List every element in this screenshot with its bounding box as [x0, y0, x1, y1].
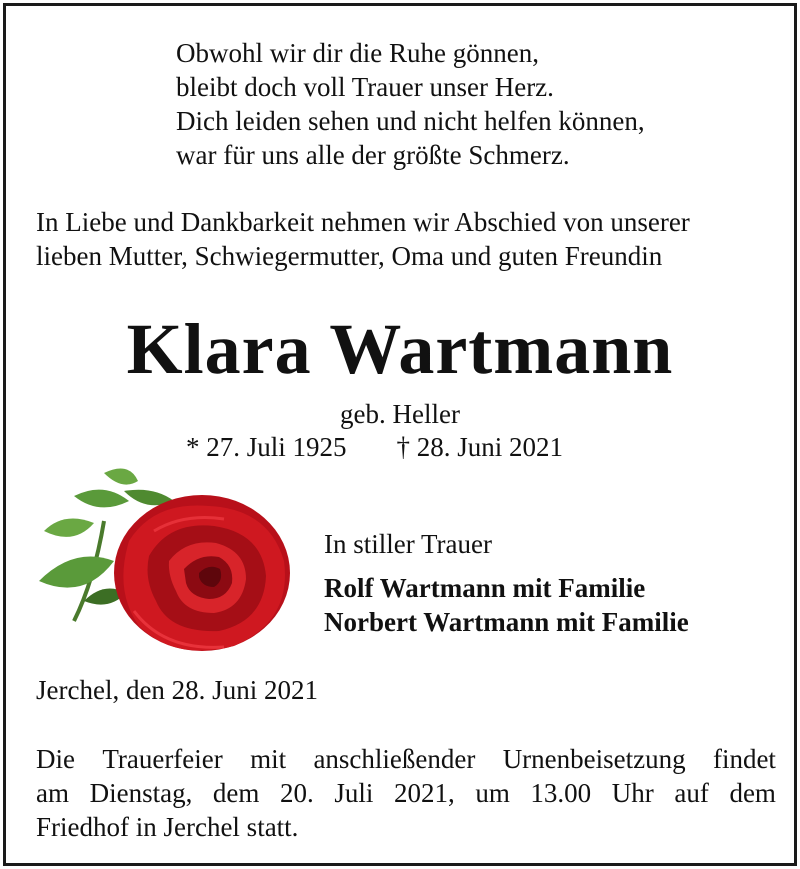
- mourner-family: Rolf Wartmann mit Familie: [324, 573, 646, 603]
- funeral-line: [36, 776, 776, 810]
- word: Uhr: [611, 778, 654, 808]
- birth-date: * 27. Juli 1925: [186, 432, 347, 462]
- leaf-icon: [44, 519, 94, 537]
- funeral-info: [36, 742, 776, 844]
- word: mit: [250, 744, 287, 774]
- obituary-notice: [3, 3, 797, 866]
- word: Dienstag,: [89, 778, 193, 808]
- leaf-icon: [104, 469, 138, 485]
- poem-line: Dich leiden sehen und nicht helfen können,: [176, 106, 645, 136]
- word: 13.00: [530, 778, 592, 808]
- word: auf: [674, 778, 709, 808]
- word: Die: [36, 744, 75, 774]
- word: anschließender: [313, 744, 476, 774]
- intro-line: In Liebe und Dankbarkeit nehmen wir Abschied von unserer: [36, 207, 690, 237]
- poem-line: bleibt doch voll Trauer unser Herz.: [176, 72, 554, 102]
- mourners-list: [324, 571, 689, 639]
- leaf-icon: [74, 490, 129, 508]
- life-dates: [186, 431, 563, 463]
- word: am: [36, 778, 69, 808]
- intro-line: lieben Mutter, Schwiegermutter, Oma und guten Freundin: [36, 241, 663, 271]
- word: 2021,: [393, 778, 455, 808]
- deceased-name: Klara Wartmann: [126, 309, 674, 389]
- death-date: † 28. Juni 2021: [396, 432, 564, 462]
- red-rose-icon: [34, 461, 304, 661]
- mourner-family: Norbert Wartmann mit Familie: [324, 607, 689, 637]
- memorial-poem: [176, 36, 645, 172]
- word: Trauerfeier: [102, 744, 223, 774]
- funeral-line: [36, 742, 776, 776]
- leaf-icon: [39, 557, 114, 588]
- word: Juli: [334, 778, 374, 808]
- poem-line: Obwohl wir dir die Ruhe gönnen,: [176, 38, 539, 68]
- word: dem: [729, 778, 776, 808]
- place-and-date: Jerchel, den 28. Juni 2021: [36, 675, 318, 705]
- word: Urnenbeisetzung: [502, 744, 686, 774]
- farewell-intro: [36, 205, 766, 273]
- poem-line: war für uns alle der größte Schmerz.: [176, 140, 570, 170]
- funeral-line: Friedhof in Jerchel statt.: [36, 812, 299, 842]
- birth-name: geb. Heller: [340, 399, 460, 429]
- mourning-heading: In stiller Trauer: [324, 529, 492, 559]
- word: 20.: [280, 778, 314, 808]
- word: findet: [712, 744, 776, 774]
- word: dem: [212, 778, 260, 808]
- word: um: [475, 778, 510, 808]
